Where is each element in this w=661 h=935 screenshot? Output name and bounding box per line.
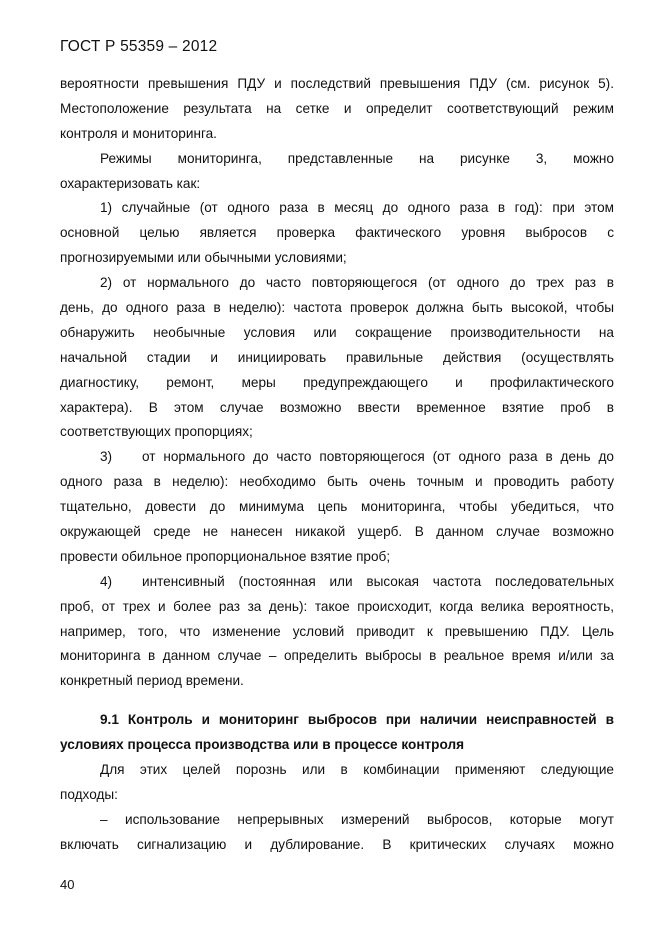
list-item-number: 3) [100, 449, 113, 465]
list-item-2: 2) от нормального до часто повторяющегося (от одного до трех раз в [100, 275, 614, 291]
list-item-3 [60, 445, 614, 470]
page-number: 40 [60, 877, 75, 892]
body-text [60, 72, 614, 858]
text-line: проб, от трех и более раз за день): такое происходит, когда велика вероятность, [60, 598, 614, 614]
text-line: тщательно, довести до минимума цепь мониторинга, чтобы убедиться, что [60, 499, 614, 515]
section-gap [60, 694, 614, 708]
text-line: окружающей среде не нанесен никакой ущерб. В данном случае возможно [60, 524, 614, 540]
text-line: охарактеризовать как: [60, 175, 201, 191]
text-line: день, до одного раза в неделю): частота проверок должна быть высокой, чтобы [60, 300, 614, 316]
list-item-1: 1) случайные (от одного раза в месяц до одного раза в год): при этом [100, 200, 614, 216]
text-line: контроля и мониторинга. [60, 125, 217, 141]
text-line: вероятности превышения ПДУ и последствий превышения ПДУ (см. рисунок 5). [60, 76, 614, 91]
text-line: конкретный период времени. [60, 673, 244, 689]
text-line: Местоположение результата на сетке и определит соответствующий режим [60, 100, 614, 116]
text-line: мониторинга в данном случае – определить выбросы в реальное время и/или за [60, 648, 614, 664]
text-line: основной целью является проверка фактического уровня выбросов с [60, 225, 614, 241]
page-header-standard-number: ГОСТ Р 55359 – 2012 [60, 38, 218, 55]
text-line: характера). В этом случае возможно ввести временное взятие проб в [60, 399, 614, 415]
text-line: соответствующих пропорциях; [60, 424, 253, 440]
text-line: прогнозируемыми или обычными условиями; [60, 250, 347, 266]
text-line: включать сигнализацию и дублирование. В критических случаях можно [60, 836, 614, 852]
paragraph-approaches: Для этих целей порознь или в комбинации применяют следующие [100, 762, 614, 778]
list-item-4 [60, 570, 614, 595]
list-item-text: от нормального до часто повторяющегося (от одного раза в день до [142, 449, 614, 465]
paragraph-modes-intro: Режимы мониторинга, представленные на рисунке 3, можно [100, 150, 614, 166]
text-line: начальной стадии и инициировать правильные действия (осуществлять [60, 349, 614, 365]
list-item-dash: – использование непрерывных измерений выбросов, которые могут [100, 811, 614, 827]
list-item-number: 4) [100, 573, 113, 589]
section-heading-9-1: 9.1 Контроль и мониторинг выбросов при наличии неисправностей в [100, 712, 614, 728]
text-line: например, того, что изменение условий приводит к превышению ПДУ. Цель [60, 623, 614, 639]
text-line: обнаружить необычные условия или сокращение производительности на [60, 324, 614, 340]
list-item-text: интенсивный (постоянная или высокая частота последовательных [142, 573, 614, 589]
text-line: провести обильное пропорциональное взятие проб; [60, 548, 391, 564]
text-line: подходы: [60, 786, 118, 802]
text-line: диагностику, ремонт, меры предупреждающего и профилактического [60, 374, 614, 390]
section-heading-continuation: условиях процесса производства или в процессе контроля [60, 737, 465, 753]
text-line: одного раза в неделю): необходимо быть очень точным и проводить работу [60, 474, 614, 490]
